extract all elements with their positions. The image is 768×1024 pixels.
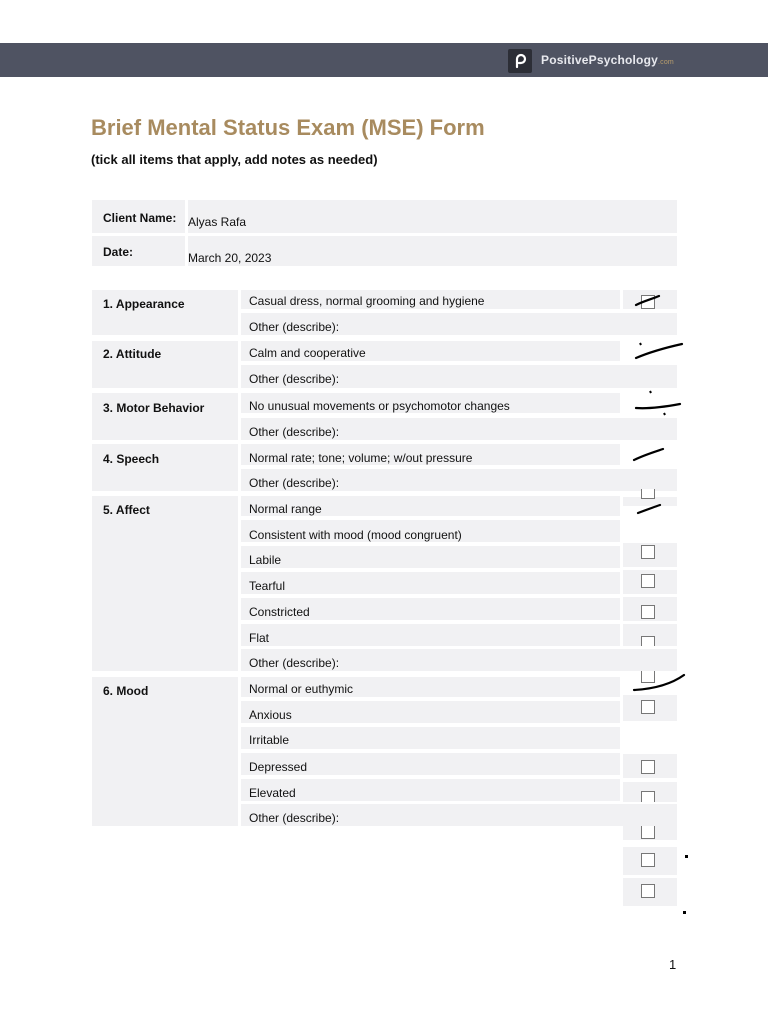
checkmark-icon bbox=[630, 672, 688, 694]
checklist-item: Depressed bbox=[249, 760, 308, 774]
checklist-item-other: Other (describe): bbox=[249, 320, 340, 334]
brand-name[interactable] bbox=[541, 53, 674, 67]
checklist-item: No unusual movements or psychomotor changes bbox=[249, 399, 510, 413]
checklist-item: Flat bbox=[249, 631, 270, 645]
section-label-mood: 6. Mood bbox=[103, 684, 149, 698]
checkbox[interactable] bbox=[641, 826, 655, 839]
checklist-item: Constricted bbox=[249, 605, 310, 619]
stray-mark bbox=[685, 855, 688, 858]
checkmark-icon bbox=[632, 388, 686, 420]
checkbox[interactable] bbox=[641, 605, 655, 619]
section-label-affect: 5. Affect bbox=[103, 503, 150, 517]
checkbox[interactable] bbox=[641, 636, 655, 646]
p-logo-icon bbox=[512, 53, 528, 69]
checkbox[interactable] bbox=[641, 853, 655, 867]
section-label-motor-behavior: 3. Motor Behavior bbox=[103, 401, 205, 415]
client-name-value-cell[interactable] bbox=[188, 200, 677, 233]
checkmark-icon bbox=[632, 294, 662, 310]
checkbox[interactable] bbox=[641, 574, 655, 588]
checklist-item-other: Other (describe): bbox=[249, 372, 340, 386]
checklist-item: Normal or euthymic bbox=[249, 682, 354, 696]
checklist-item: Consistent with mood (mood congruent) bbox=[249, 528, 462, 542]
checklist-item: Normal rate; tone; volume; w/out pressure bbox=[249, 451, 473, 465]
client-name-label: Client Name: bbox=[103, 211, 177, 225]
checklist-item: Irritable bbox=[249, 733, 290, 747]
checklist-item: Tearful bbox=[249, 579, 286, 593]
checkbox[interactable] bbox=[641, 545, 655, 559]
checkbox[interactable] bbox=[641, 884, 655, 898]
item-cell bbox=[241, 624, 620, 646]
item-cell bbox=[241, 779, 620, 801]
item-cell bbox=[241, 572, 620, 594]
section-label-appearance: 1. Appearance bbox=[103, 297, 185, 311]
checkmark-icon bbox=[632, 340, 686, 364]
checklist-item: Anxious bbox=[249, 708, 292, 722]
page-number: 1 bbox=[669, 957, 677, 972]
checklist-item: Calm and cooperative bbox=[249, 346, 366, 360]
section-cell-affect bbox=[92, 496, 238, 671]
section-label-speech: 4. Speech bbox=[103, 452, 160, 466]
client-name-value: Alyas Rafa bbox=[188, 215, 247, 229]
checklist-item-other: Other (describe): bbox=[249, 656, 340, 670]
checkbox[interactable] bbox=[641, 700, 655, 714]
page-subtitle: (tick all items that apply, add notes as needed) bbox=[91, 152, 378, 167]
checklist-item: Normal range bbox=[249, 502, 322, 516]
checkmark-icon bbox=[634, 502, 664, 518]
item-cell bbox=[241, 701, 620, 723]
checkmark-icon bbox=[630, 446, 668, 466]
item-cell bbox=[241, 546, 620, 568]
checklist-item-other: Other (describe): bbox=[249, 811, 340, 825]
brand-logo[interactable] bbox=[508, 49, 532, 73]
checkbox[interactable] bbox=[641, 760, 655, 774]
date-label: Date: bbox=[103, 245, 134, 259]
checklist-item: Casual dress, normal grooming and hygiene bbox=[249, 294, 485, 308]
brand-suffix: .com bbox=[657, 59, 674, 66]
checkbox[interactable] bbox=[641, 489, 655, 499]
checklist-item: Labile bbox=[249, 553, 282, 567]
checklist-item: Elevated bbox=[249, 786, 296, 800]
checkbox[interactable] bbox=[641, 791, 655, 802]
section-label-attitude: 2. Attitude bbox=[103, 347, 162, 361]
checklist-item-other: Other (describe): bbox=[249, 476, 340, 490]
date-value: March 20, 2023 bbox=[188, 251, 272, 265]
brand-name-text: PositivePsychology bbox=[541, 53, 658, 67]
page-title: Brief Mental Status Exam (MSE) Form bbox=[91, 115, 485, 140]
section-cell-mood bbox=[92, 677, 238, 826]
stray-mark bbox=[683, 911, 686, 914]
checklist-item-other: Other (describe): bbox=[249, 425, 340, 439]
item-cell bbox=[241, 727, 620, 749]
